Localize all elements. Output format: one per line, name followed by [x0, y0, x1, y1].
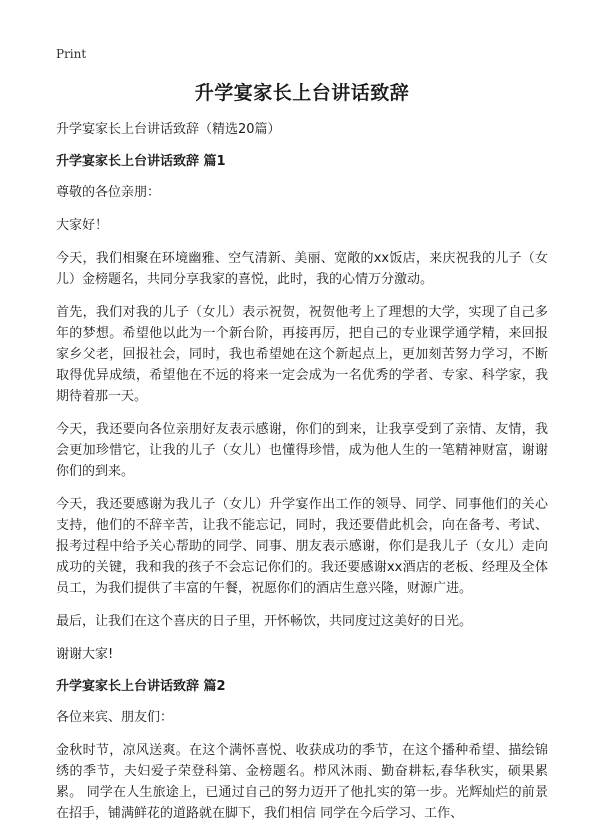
section-heading: 升学宴家长上台讲话致辞 篇2	[56, 679, 226, 694]
paragraph: 大家好！	[56, 218, 109, 233]
print-link[interactable]: Print	[56, 47, 87, 61]
paragraph: 今天，我们相聚在环境幽雅、空气清新、美丽、宽敞的xx饭店，来庆祝我的儿子（女儿）金榜题名，共同分享我家的喜悦，此时，我的心情万分激动。	[56, 251, 548, 287]
document-body	[56, 80, 548, 836]
paragraph: 金秋时节，凉风送爽。在这个满怀喜悦、收获成功的季节，在这个播种希望、描绘锦绣的季节，夫妇爱子荣登科第、金榜题名。栉风沐雨、勤奋耕耘,春华秋实，硕果累累。 同学在人生旅途上，已通过自己的努力迈开了他扎实的第一步。光辉灿烂的前景在招手，铺满鲜花的道路就在脚下，我们相信 同学在今后学习、工作、	[56, 743, 548, 821]
paragraph: 最后，让我们在这个喜庆的日子里，开怀畅饮，共同度过这美好的日光。	[56, 614, 473, 629]
paragraph: 首先，我们对我的儿子（女儿）表示祝贺，祝贺他考上了理想的大学，实现了自己多年的梦想。希望他以此为一个新台阶，再接再厉，把自己的专业课学通学精，来回报家乡父老，回报社会，同时，我也希望她在这个新起点上，更加刻苦努力学习，不断取得优异成绩，希望他在不远的将来一定会成为一名优秀的学者、专家、科学家，我期待着那一天。	[56, 305, 548, 404]
section-2	[56, 677, 548, 824]
paragraph: 今天，我还要向各位亲朋好友表示感谢，你们的到来，让我享受到了亲情、友情，我会更加珍惜它，让我的儿子（女儿）也懂得珍惜，成为他人生的一笔精神财富，谢谢你们的到来。	[56, 422, 548, 479]
paragraph: 谢谢大家!	[56, 647, 114, 662]
section-heading: 升学宴家长上台讲话致辞 篇1	[56, 154, 226, 169]
paragraph: 各位来宾、朋友们：	[56, 710, 174, 725]
paragraph: 尊敬的各位亲朋：	[56, 185, 161, 200]
paragraph: 今天，我还要感谢为我儿子（女儿）升学宴作出工作的领导、同学、同事他们的关心支持，他们的不辞辛苦，让我不能忘记，同时，我还要借此机会，向在备考、考试、报考过程中给予关心帮助的同学、同事、朋友表示感谢，你们是我儿子（女儿）走向成功的关键，我和我的孩子不会忘记你们的。我还要感谢xx酒店的老板、经理及全体员工，为我们提供了丰富的午餐，祝愿你们的酒店生意兴隆，财源广进。	[56, 497, 548, 596]
document-title: 升学宴家长上台讲话致辞	[194, 82, 410, 104]
section-1	[56, 152, 548, 665]
document-subtitle: 升学宴家长上台讲话致辞（精选20篇）	[56, 122, 281, 137]
